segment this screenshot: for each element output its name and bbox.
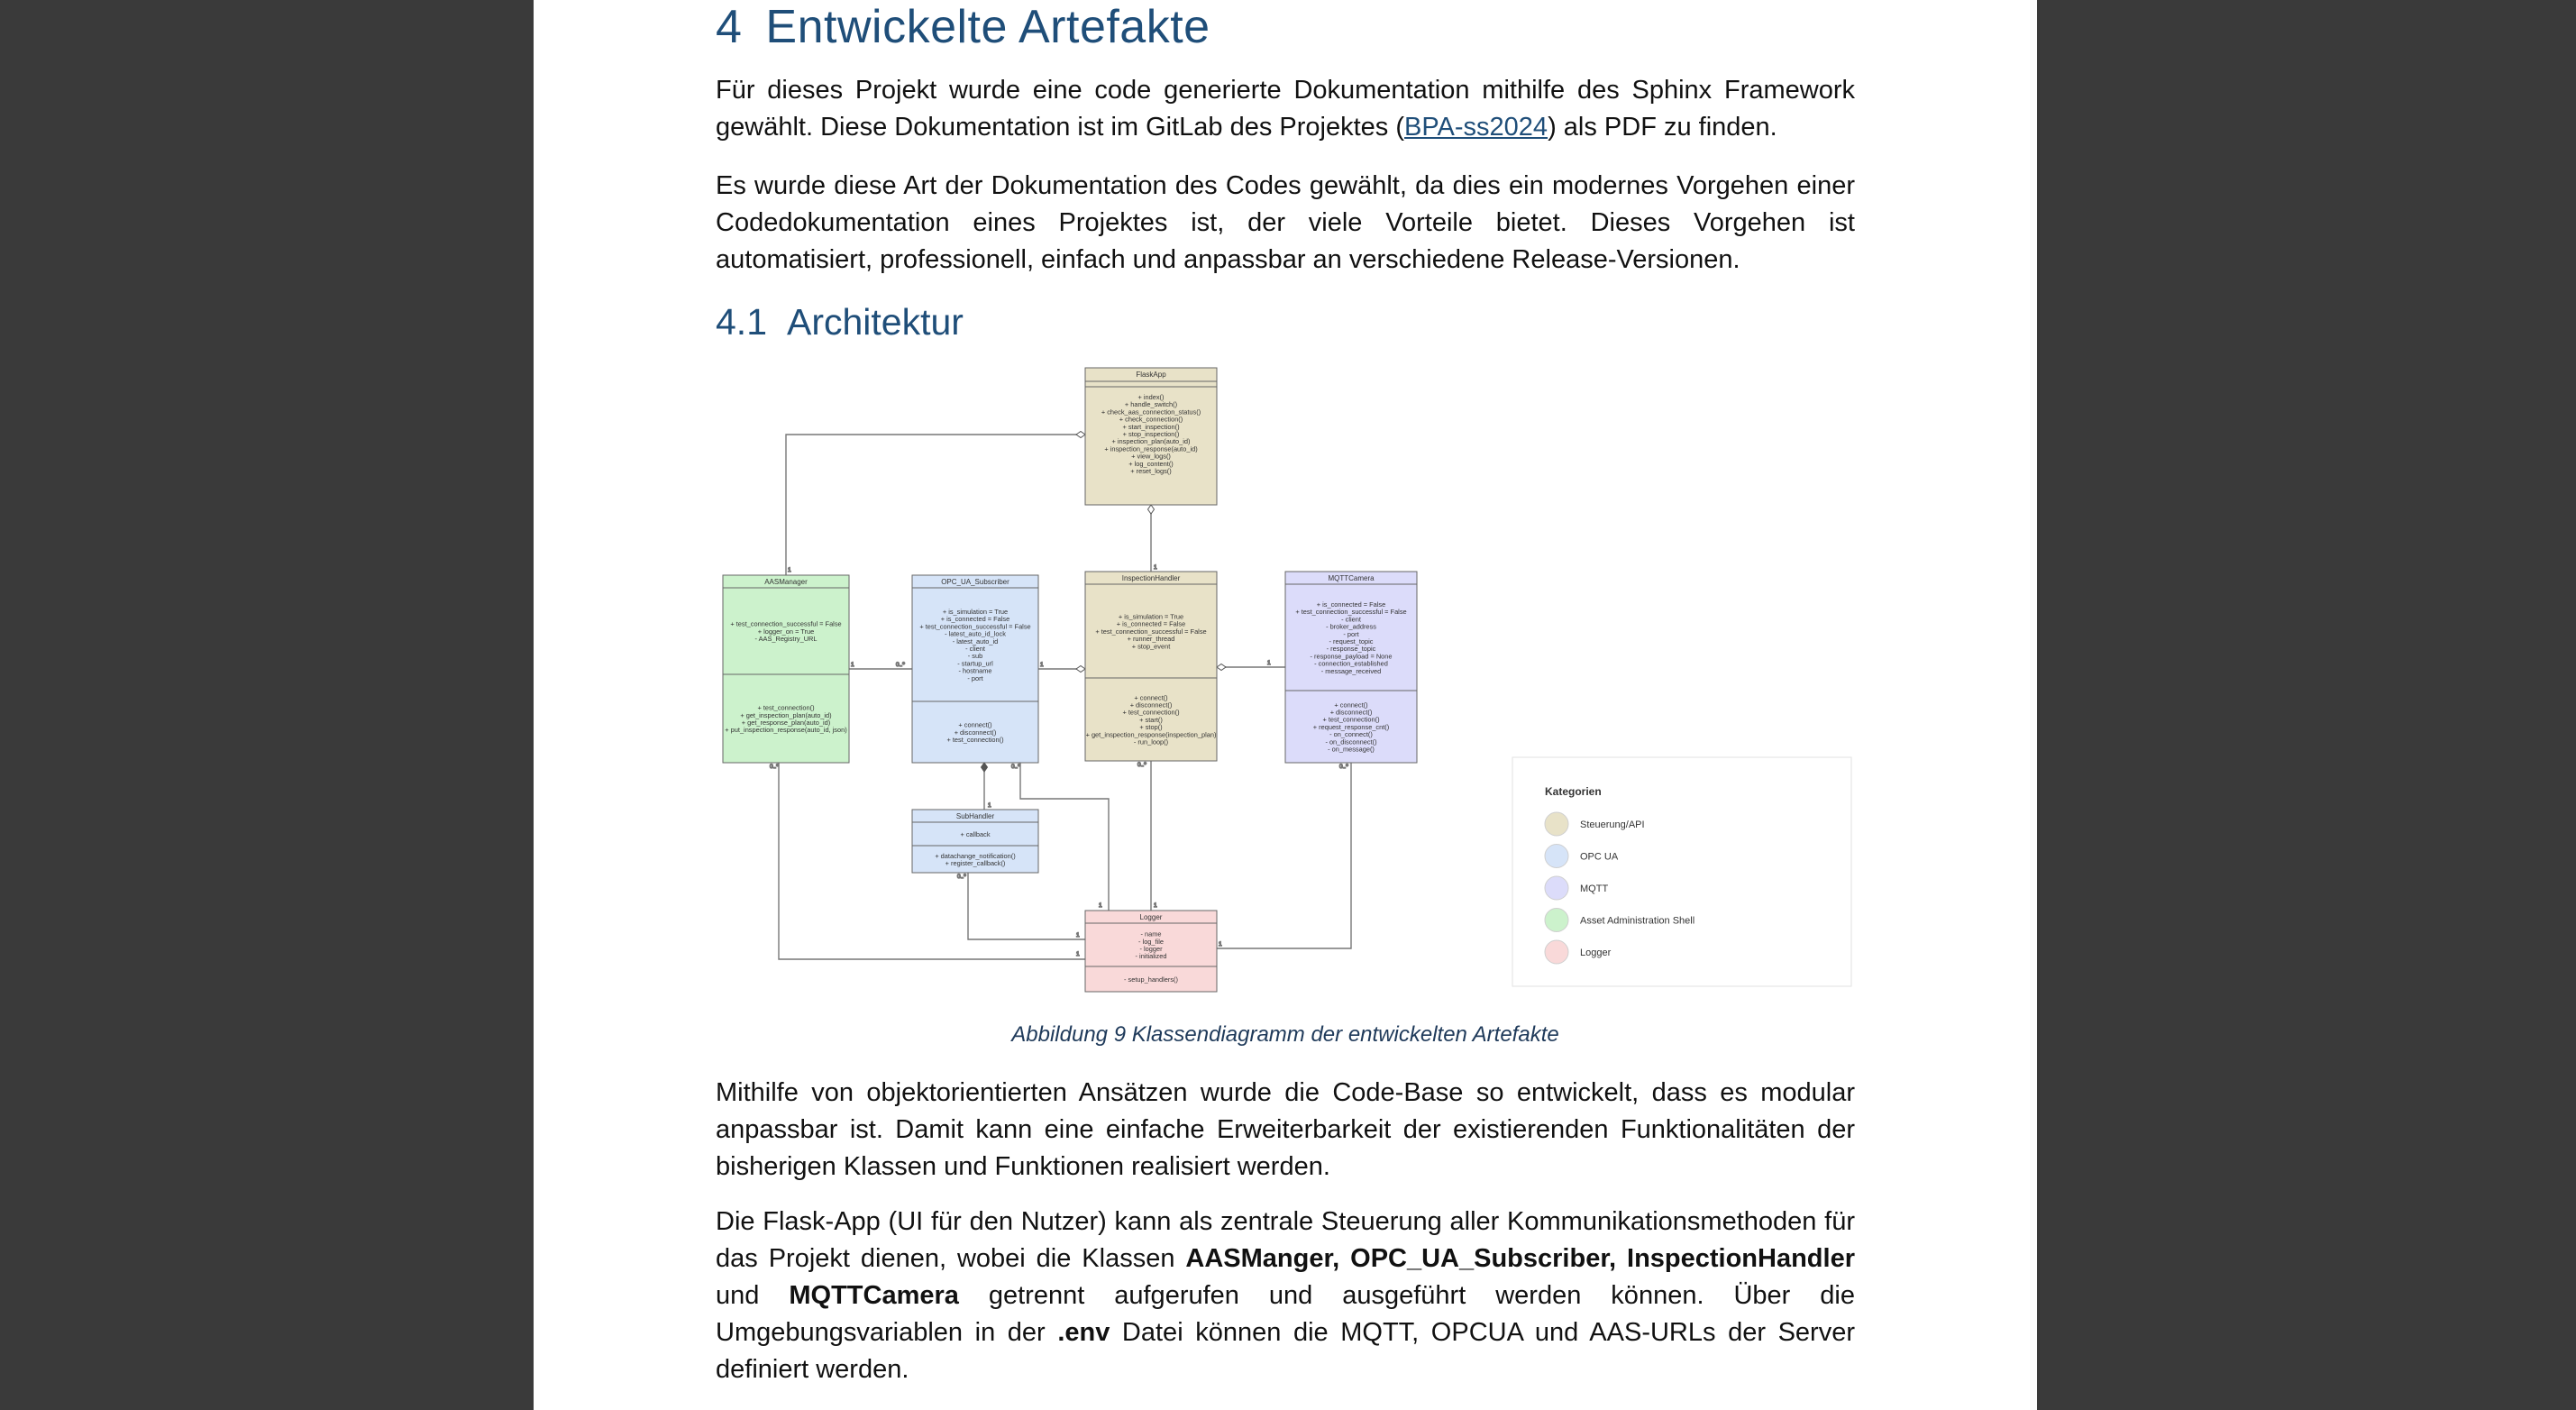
multiplicity-label: 1 bbox=[1040, 662, 1044, 668]
class-method: + log_content() bbox=[1128, 459, 1174, 468]
class-attribute: + test_connection_successful = False bbox=[919, 622, 1031, 631]
gitlab-link[interactable]: BPA-ss2024 bbox=[1404, 113, 1548, 142]
class-attribute: + callback bbox=[960, 829, 991, 838]
class-attribute: + is_simulation = True bbox=[1118, 612, 1184, 621]
class-attribute: + test_connection_successful = False bbox=[1295, 608, 1407, 617]
paragraph-4-text-c: und bbox=[716, 1281, 790, 1310]
paragraph-1-text-b: ) als PDF zu finden. bbox=[1548, 113, 1777, 142]
class-method: + reset_logs() bbox=[1130, 467, 1172, 475]
edge-subhandler-logger bbox=[968, 873, 1085, 939]
class-attribute: - latest_auto_id bbox=[952, 636, 999, 645]
class-box-opcua bbox=[912, 575, 1038, 763]
multiplicity-label: 0..* bbox=[1339, 764, 1348, 770]
class-attribute: - logger bbox=[1139, 945, 1163, 953]
class-method: + stop_inspection() bbox=[1122, 430, 1180, 438]
class-attribute: - port bbox=[1343, 629, 1359, 638]
legend-swatch bbox=[1545, 940, 1568, 964]
multiplicity-label: 1 bbox=[1154, 564, 1157, 571]
class-method: + connect() bbox=[1134, 693, 1168, 702]
aggregation-diamond bbox=[1217, 664, 1226, 671]
section-heading bbox=[716, 0, 1210, 54]
class-diagram bbox=[716, 361, 1855, 1001]
class-method: - setup_handlers() bbox=[1124, 975, 1178, 984]
class-attribute: + stop_event bbox=[1131, 642, 1171, 651]
class-attribute: - client bbox=[965, 645, 985, 653]
class-attribute: + is_connected = False bbox=[940, 615, 1010, 624]
multiplicity-label: 1 bbox=[988, 802, 991, 809]
class-method: + test_connection() bbox=[946, 736, 1004, 745]
class-method: + register_callback() bbox=[945, 859, 1006, 867]
class-box-aasmanager bbox=[723, 575, 849, 763]
class-method: + test_connection() bbox=[1322, 715, 1380, 724]
class-method: + get_inspection_plan(auto_id) bbox=[740, 710, 832, 719]
class-attribute: - message_received bbox=[1320, 666, 1382, 675]
multiplicity-label: 1 bbox=[1154, 902, 1157, 909]
legend-label: OPC UA bbox=[1580, 851, 1619, 863]
class-attribute: - response_payload = None bbox=[1310, 652, 1393, 661]
legend-swatch bbox=[1545, 909, 1568, 932]
class-method: + check_aas_connection_status() bbox=[1101, 407, 1201, 417]
class-method: + connect() bbox=[958, 720, 992, 729]
multiplicity-label: 0..* bbox=[896, 662, 905, 668]
paragraph-1 bbox=[716, 72, 1855, 146]
class-box-mqtt bbox=[1285, 572, 1417, 763]
class-name: MQTTCamera bbox=[1328, 574, 1375, 582]
section-title: Entwickelte Artefakte bbox=[765, 1, 1210, 53]
paragraph-2: Es wurde diese Art der Dokumentation des Codes gewählt, da dies ein modernes Vorgehen einer Codedokumentation eines Projektes ist, der viele Vorteile bietet. Dieses Vorgehen ist automatisiert, professionell, einfach und anpassbar an verschiedene Release-Versionen. bbox=[716, 171, 1855, 274]
class-method: + disconnect() bbox=[954, 728, 997, 737]
multiplicity-label: 1 bbox=[1219, 941, 1222, 948]
legend-label: Logger bbox=[1580, 948, 1612, 958]
multiplicity-label: 0..* bbox=[770, 764, 779, 770]
class-name: Logger bbox=[1139, 913, 1163, 921]
class-attribute: + logger_on = True bbox=[757, 627, 815, 636]
class-method: + get_response_plan(auto_id) bbox=[741, 719, 831, 727]
paragraph-4 bbox=[716, 1204, 1855, 1388]
class-attribute: - connection_established bbox=[1314, 659, 1388, 668]
class-method: + view_logs() bbox=[1131, 452, 1171, 461]
legend-label: MQTT bbox=[1580, 884, 1609, 894]
class-attribute: - AAS_Registry_URL bbox=[754, 635, 818, 644]
class-method: + start() bbox=[1139, 715, 1163, 724]
edge-mqtt-logger bbox=[1217, 763, 1351, 948]
class-attribute: - latest_auto_id_lock bbox=[945, 629, 1006, 638]
paragraph-4-bold-env: .env bbox=[1057, 1318, 1110, 1347]
class-attribute: - response_topic bbox=[1326, 645, 1376, 654]
aggregation-diamond bbox=[1076, 432, 1085, 438]
class-method: - on_connect() bbox=[1329, 730, 1373, 739]
class-name: InspectionHandler bbox=[1121, 574, 1181, 582]
subsection-heading bbox=[716, 301, 964, 343]
multiplicity-label: 0..* bbox=[1011, 764, 1020, 770]
class-attribute: + is_connected = False bbox=[1316, 600, 1386, 609]
figure-caption: Abbildung 9 Klassendiagramm der entwickelten Artefakte bbox=[1011, 1022, 1559, 1047]
legend-swatch bbox=[1545, 812, 1568, 836]
class-method: + test_connection() bbox=[1122, 708, 1180, 717]
class-name: OPC_UA_Subscriber bbox=[941, 578, 1009, 586]
class-attribute: - port bbox=[967, 673, 983, 682]
class-box-subhandler bbox=[912, 810, 1038, 873]
multiplicity-label: 1 bbox=[788, 567, 791, 573]
edge-flask-aas bbox=[786, 435, 1085, 575]
class-attribute: - name bbox=[1140, 929, 1162, 938]
class-method: + disconnect() bbox=[1329, 708, 1373, 717]
paragraph-4-text-e: Datei können die MQTT, OPCUA und AAS-URLs der Server definiert werden. bbox=[716, 1318, 1855, 1384]
legend-title: Kategorien bbox=[1545, 785, 1602, 798]
multiplicity-label: 1 bbox=[1099, 902, 1102, 909]
paragraph-3-block bbox=[716, 1075, 1855, 1186]
multiplicity-label: 1 bbox=[1076, 951, 1080, 957]
class-attribute: - broker_address bbox=[1326, 622, 1376, 631]
aggregation-diamond bbox=[1076, 666, 1085, 673]
class-method: + disconnect() bbox=[1129, 700, 1173, 710]
class-attribute: - initialized bbox=[1135, 952, 1167, 961]
class-method: + check_connection() bbox=[1119, 415, 1183, 424]
legend-label: Asset Administration Shell bbox=[1580, 915, 1695, 927]
paragraph-1-text-a: Für dieses Projekt wurde eine code generierte Dokumentation mithilfe des Sphinx Framework gewählt. Diese Dokumentation ist im GitLab des Projektes ( bbox=[716, 76, 1855, 142]
class-box-inspection bbox=[1085, 572, 1217, 761]
paragraph-3: Mithilfe von objektorientierten Ansätzen wurde die Code-Base so entwickelt, dass es modular anpassbar ist. Damit kann eine einfache Erweiterbarkeit der existierenden Funktionalitäten der bisherigen Klassen und Funktionen realisiert werden. bbox=[716, 1078, 1855, 1181]
document-page bbox=[534, 0, 2037, 1410]
paragraph-4-text-a: Die Flask-App (UI für den Nutzer) kann als zentrale Steuerung aller Kommunikationsmethoden für das Projekt dienen, wobei die Klassen bbox=[716, 1207, 1855, 1273]
legend-swatch bbox=[1545, 845, 1568, 868]
class-diagram-svg bbox=[716, 361, 1855, 1001]
diagram-legend bbox=[1512, 757, 1851, 986]
paragraph-4-bold-mqtt: MQTTCamera bbox=[789, 1281, 959, 1310]
class-attribute: + test_connection_successful = False bbox=[1095, 627, 1207, 636]
class-method: - run_loop() bbox=[1133, 737, 1169, 746]
composition-diamond bbox=[982, 763, 988, 772]
class-attribute: - startup_url bbox=[957, 659, 993, 668]
class-attribute: + is_connected = False bbox=[1116, 619, 1186, 628]
class-method: + request_response_cnt() bbox=[1312, 722, 1390, 731]
diagram-classes bbox=[723, 368, 1417, 992]
paragraph-1-block bbox=[716, 72, 1855, 146]
aggregation-diamond bbox=[1148, 505, 1155, 514]
class-method: + get_inspection_response(inspection_plan) bbox=[1085, 730, 1217, 739]
class-name: AASManager bbox=[764, 578, 808, 586]
class-method: + index() bbox=[1137, 393, 1165, 401]
multiplicity-label: 0..* bbox=[1137, 762, 1146, 768]
paragraph-4-text-d: getrennt aufgerufen und ausgeführt werden können. Über die Umgebungsvariablen in der bbox=[716, 1281, 1855, 1347]
class-name: FlaskApp bbox=[1136, 371, 1166, 379]
multiplicity-label: 1 bbox=[851, 662, 854, 668]
class-box-flaskapp bbox=[1085, 368, 1217, 505]
class-method: + connect() bbox=[1334, 700, 1368, 710]
class-attribute: - log_file bbox=[1138, 937, 1164, 946]
class-name: SubHandler bbox=[955, 812, 995, 820]
diagram-connectors bbox=[770, 432, 1351, 960]
multiplicity-label: 1 bbox=[1076, 932, 1080, 938]
class-method: + inspection_response(auto_id) bbox=[1104, 444, 1198, 453]
class-attribute: - hostname bbox=[958, 666, 992, 675]
multiplicity-label: 0..* bbox=[957, 874, 966, 880]
paragraph-4-bold-classes: AASManger, OPC_UA_Subscriber, InspectionHandler bbox=[1185, 1244, 1855, 1273]
class-box-logger bbox=[1085, 911, 1217, 992]
paragraph-2-block bbox=[716, 168, 1855, 279]
class-method: + put_inspection_response(auto_id, json) bbox=[725, 726, 847, 735]
class-method: + datachange_notification() bbox=[935, 851, 1016, 860]
class-attribute: + test_connection_successful = False bbox=[730, 619, 842, 628]
legend-swatch bbox=[1545, 876, 1568, 900]
class-method: - on_disconnect() bbox=[1325, 737, 1377, 746]
class-attribute: - sub bbox=[967, 652, 983, 661]
section-number: 4 bbox=[716, 1, 743, 53]
subsection-title: Architektur bbox=[787, 301, 964, 343]
class-attribute: - request_topic bbox=[1329, 637, 1374, 645]
subsection-number: 4.1 bbox=[716, 301, 767, 343]
class-method: + start_inspection() bbox=[1122, 422, 1180, 431]
paragraph-4-block bbox=[716, 1204, 1855, 1388]
class-attribute: - client bbox=[1341, 615, 1361, 624]
class-method: + stop() bbox=[1139, 723, 1163, 732]
class-box-bg bbox=[723, 575, 849, 763]
class-method: + inspection_plan(auto_id) bbox=[1111, 437, 1191, 446]
legend-label: Steuerung/API bbox=[1580, 819, 1645, 830]
class-attribute: + runner_thread bbox=[1127, 635, 1175, 644]
multiplicity-label: 1 bbox=[1267, 660, 1271, 666]
class-method: + handle_switch() bbox=[1124, 400, 1178, 409]
class-attribute: + is_simulation = True bbox=[942, 608, 1009, 616]
class-method: - on_message() bbox=[1328, 745, 1375, 754]
class-method: + test_connection() bbox=[757, 703, 815, 712]
